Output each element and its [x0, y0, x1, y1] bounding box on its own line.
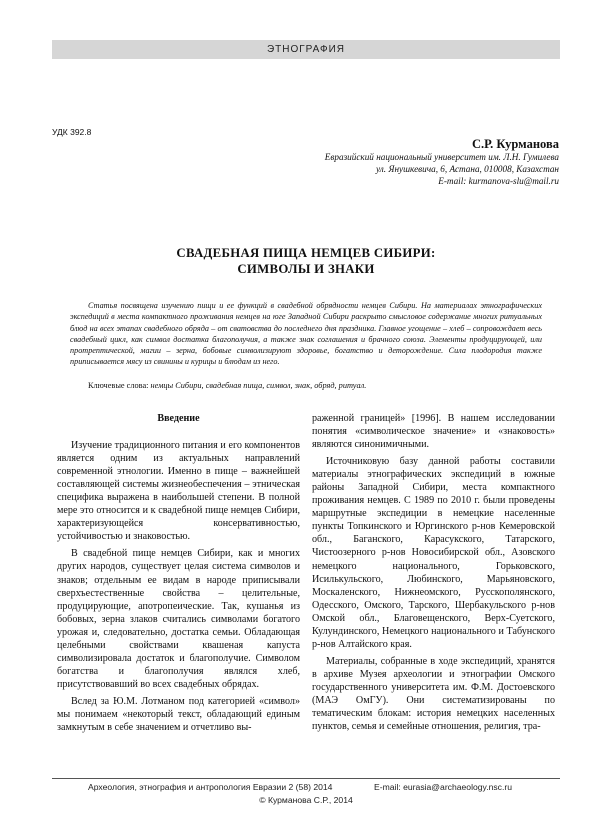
section-header-label: ЭТНОГРАФИЯ [266, 44, 346, 55]
footer-journal: Археология, этнография и антропология Евразии 2 (58) 2014 [88, 782, 333, 792]
keywords [88, 381, 366, 390]
body-paragraph: В свадебной пище немцев Сибири, как и многих других народов, существует целая система символов и знаков; отдельным ее видам в народе приписывали сверхъестественные свойства – целительные, продуцирующие, апотропеические. Так, кушанья из бобовых, зерна злаков считались символами богатого урожая и, следовательно, достатка семьи. Обладающая целебными свойствами квашеная капуста символизировала достаток и благополучие. Символом богатства и благополучия являлся хлеб, присутствовавший во всех свадебных обрядах. [57, 548, 300, 690]
author-affiliation: Евразийский национальный университет им. Л.Н. Гумилева [324, 152, 559, 162]
article-title-line-2: СИМВОЛЫ И ЗНАКИ [237, 262, 375, 276]
author-address: ул. Янушкевича, 6, Астана, 010008, Казахстан [375, 164, 559, 174]
body-paragraph: раженной границей» [1996]. В нашем исследовании понятия «символическое значение» и «знаковость» являются синонимичными. [312, 413, 555, 451]
article-title [52, 245, 560, 277]
body-paragraph: Изучение традиционного питания и его компонентов является одним из актуальных направлений современной этнологии. Именно в пище – важнейшей составляющей системы жизнеобеспечения – этническая специфика выражена в наибольшей степени. В полной мере это относится и к свадебной пище немцев Сибири, характеризующейся консервативностью, устойчивостью и знаковостью. [57, 440, 300, 543]
section-heading-introduction: Введение [157, 413, 200, 424]
body-column-left [57, 412, 300, 734]
udk-code: УДК 392.8 [52, 127, 92, 137]
keywords-text: немцы Сибири, свадебная пища, символ, знак, обряд, ритуал. [150, 381, 367, 390]
body-paragraph: Источниковую базу данной работы составили материалы этнографических экспедиций в южные районы Западной Сибири, места компактного проживания немцев. С 1989 по 2010 г. были проведены маршрутные экспедиции в немецкие населенные пункты Топкинского и Юргинского р-нов Кемеровской обл., Баганского, Карасукского, Татарского, Чистоозерного р-нов Новосибирской обл., Азовского немецкого национального, Горьковского, Исилькульского, Любинского, Марьяновского, Москаленского, Нижнеомского, Русскополянского, Одесского, Омского, Тарского, Шербакульского р-нов Омской обл., Благовещенского, Верх-Суетского, Кулундинского, Немецкого национального и Табунского р-нов Алтайского края. [312, 456, 555, 650]
keywords-label: Ключевые слова: [88, 381, 149, 390]
abstract-text: Статья посвящена изучению пищи и ее функций в свадебной обрядности немцев Сибири. На материалах этнографических экспедиций в места компактного проживания немцев на юге Западной Сибири раскрыто смысловое содержание многих ритуальных блюд на всех этапах свадебного обряда – от сватовства до последнего дня праздника. Главное угощение – хлеб – сопровождает весь свадебный цикл, как символ достатка благополучия, а также знак соглашения и брачного союза. Элементы продуцирующей, или протрептической, магии – зерна, бобовые символизируют здоровье, богатство и деторождение. Сила плодородия также приписывается мясу из свинины и курицы и блюдам из него. [70, 301, 542, 367]
footer-copyright: © Курманова С.Р., 2014 [259, 795, 353, 805]
footer-email: E-mail: eurasia@archaeology.nsc.ru [374, 782, 513, 792]
abstract [70, 300, 542, 368]
body-paragraph: Материалы, собранные в ходе экспедиций, хранятся в архиве Музея археологии и этнографии Омского государственного университета им. Ф.М. Достоевского (МАЭ ОмГУ). Они систематизированы по тематическим блокам: история немецких населенных пунктов, семья и семейные отношения, религия, тра- [312, 655, 555, 733]
footer-divider [52, 778, 560, 779]
body-paragraph: Вслед за Ю.М. Лотманом под категорией «символ» мы понимаем «некоторый текст, обладающий единым замкнутым в себе значением и отчетливо вы- [57, 695, 300, 734]
author-block [325, 138, 559, 187]
article-title-line-1: СВАДЕБНАЯ ПИЩА НЕМЦЕВ СИБИРИ: [176, 246, 436, 260]
author-name: С.Р. Курманова [471, 137, 559, 151]
body-column-right [312, 412, 555, 733]
author-email: E-mail: kurmanova-slu@mail.ru [438, 176, 559, 186]
section-header-band [52, 40, 560, 59]
